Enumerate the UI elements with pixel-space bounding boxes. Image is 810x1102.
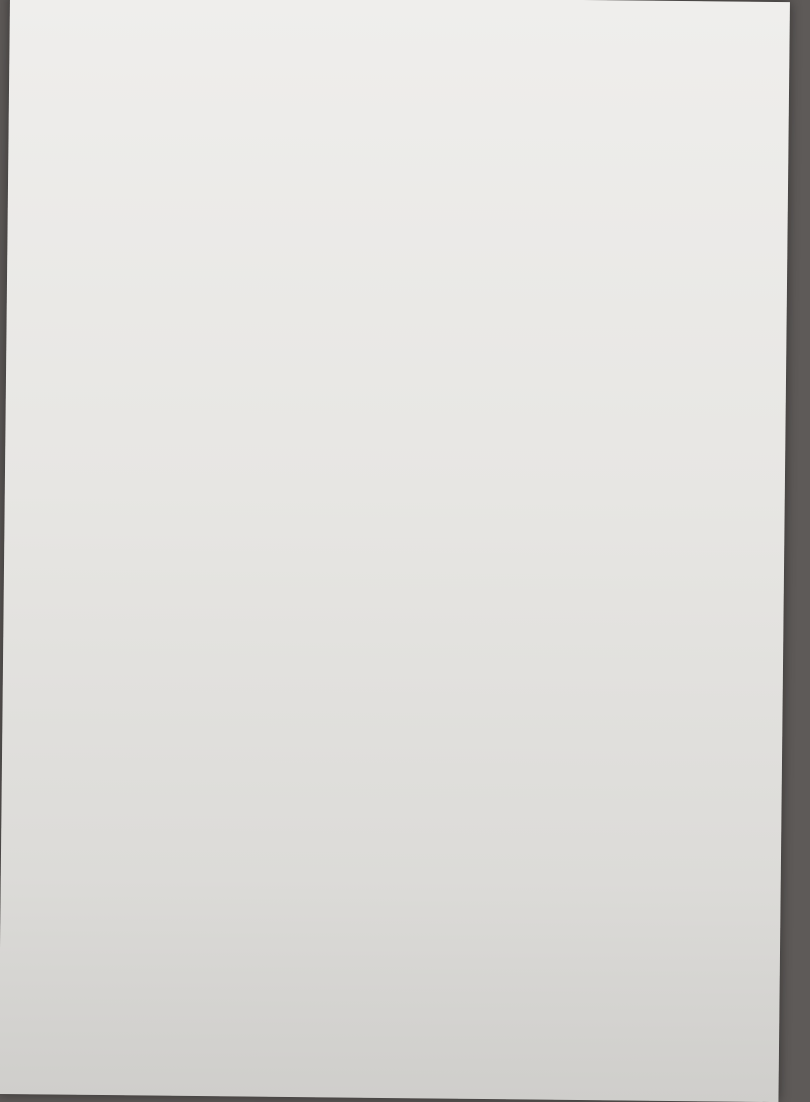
mosquito-notice-line [20, 20, 760, 28]
lost-and-found [20, 27, 760, 35]
shisha-notice-text [20, 27, 760, 35]
bottom-block [20, 30, 760, 34]
sheet-content [20, 20, 760, 42]
sport-liability-text [20, 30, 760, 34]
menu-title [20, 27, 760, 35]
mid-sections [20, 20, 760, 28]
sport-liability-notice [20, 30, 760, 34]
bottom-sections [20, 30, 760, 34]
hygiene-notice-line [20, 33, 760, 41]
hygiene-notice-line [20, 33, 760, 41]
end-sections [20, 30, 760, 34]
hygiene-notice-line [20, 33, 760, 41]
top-sections [20, 10, 760, 20]
mosquito-notice [20, 20, 760, 28]
hygiene-notice [20, 33, 760, 41]
shisha-notice [20, 27, 760, 35]
mosquito-notice-line [20, 20, 760, 28]
